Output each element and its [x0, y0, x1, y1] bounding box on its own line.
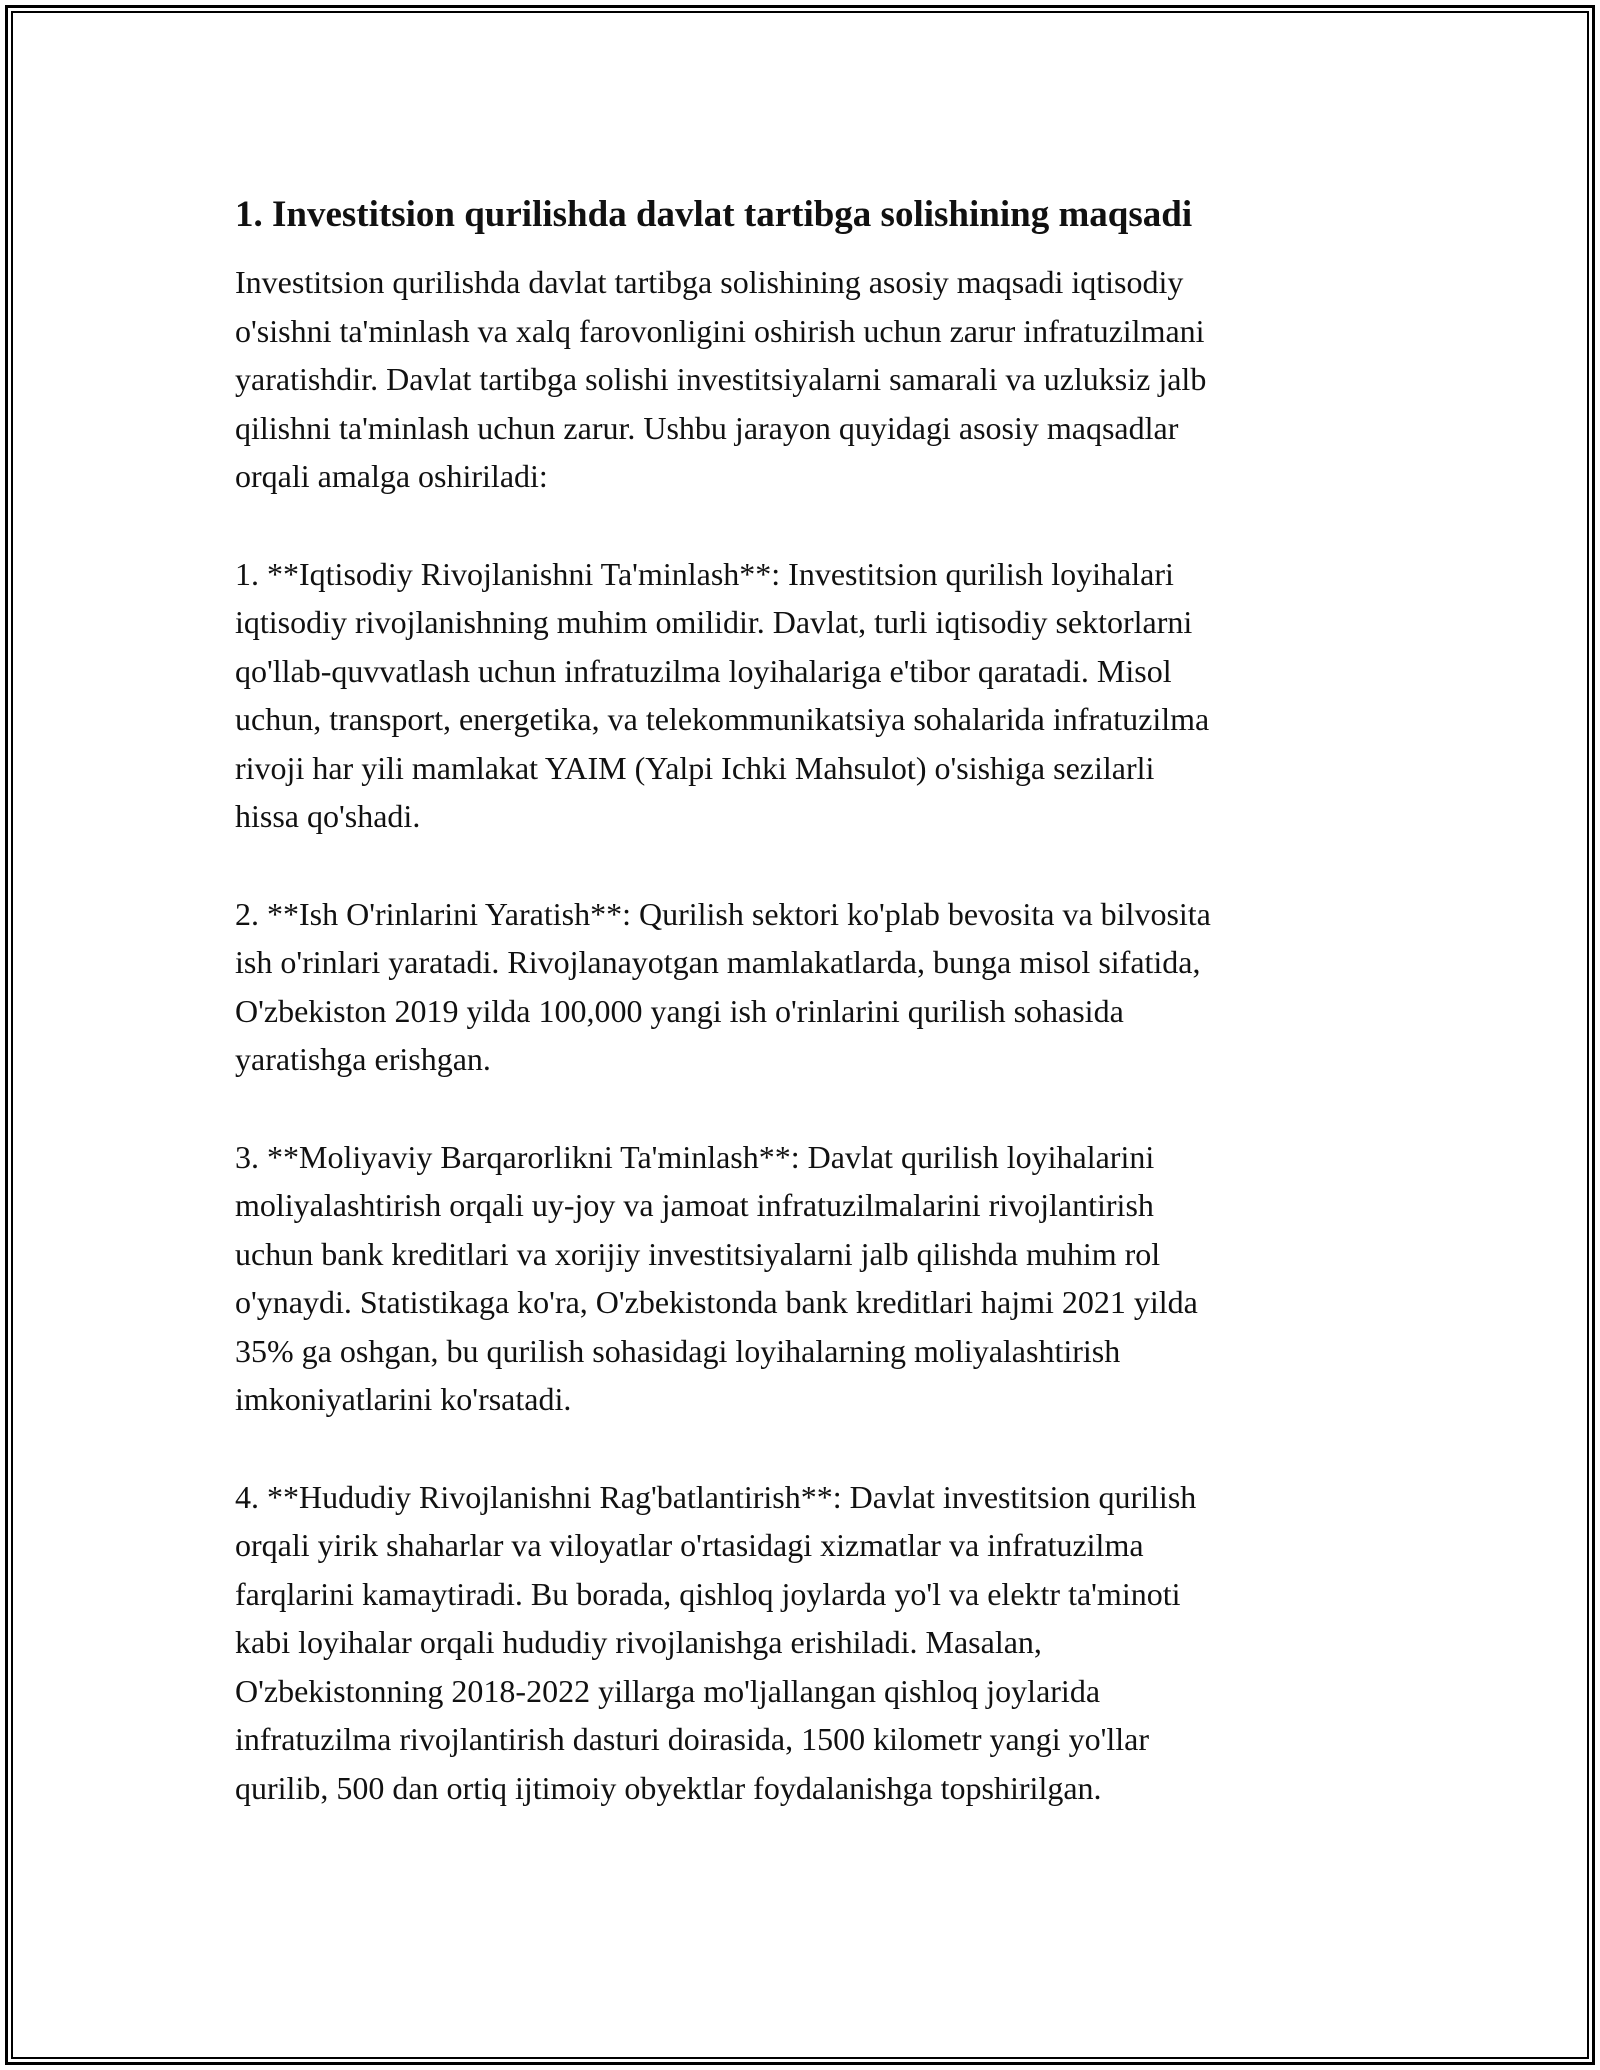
goal-paragraph-financial-stability: 3. **Moliyaviy Barqarorlikni Ta'minlash**: Davlat qurilish loyihalarini moliyalashtirish orqali uy-joy va jamoat infratuzilmalarini rivojlantirish uchun bank kreditlari va xorijiy investitsiyalarni jalb qilishda muhim rol o'ynaydi. Statistikaga ko'ra, O'zbekistonda bank kreditlari hajmi 2021 yilda 35% ga oshgan, bu qurilish sohasidagi loyihalarning moliyalashtirish imkoniyatlarini ko'rsatadi. [235, 1138, 1198, 1417]
intro-paragraph: Investitsion qurilishda davlat tartibga solishining asosiy maqsadi iqtisodiy o'sishni ta'minlash va xalq farovonligini oshirish uchun zarur infratuzilmani yaratishdir. Davlat tartibga solishi investitsiyalarni samarali va uzluksiz jalb qilishni ta'minlash uchun zarur. Ushbu jarayon quyidagi asosiy maqsadlar orqali amalga oshiriladi: [235, 264, 1207, 494]
goal-paragraph-regional-development: 4. **Hududiy Rivojlanishni Rag'batlantirish**: Davlat investitsion qurilish orqali yirik shaharlar va viloyatlar o'rtasidagi xizmatlar va infratuzilma farqlarini kamaytiradi. Bu borada, qishloq joylarda yo'l va elektr ta'minoti kabi loyihalar orqali hududiy rivojlanishga erishiladi. Masalan, O'zbekistonning 2018-2022 yillarga mo'ljallangan qishloq joylarida infratuzilma rivojlantirish dasturi doirasida, 1500 kilometr yangi yo'llar qurilib, 500 dan ortiq ijtimoiy obyektlar foydalanishga topshirilgan. [235, 1478, 1197, 1806]
goal-paragraph-economic-development: 1. **Iqtisodiy Rivojlanishni Ta'minlash**: Investitsion qurilish loyihalari iqtisodiy rivojlanishning muhim omilidir. Davlat, turli iqtisodiy sektorlarni qo'llab-quvvatlash uchun infratuzilma loyihalariga e'tibor qaratadi. Misol uchun, transport, energetika, va telekommunikatsiya sohalarida infratuzilma rivoji har yili mamlakat YAIM (Yalpi Ichki Mahsulot) o'sishiga sezilarli hissa qo'shadi. [235, 555, 1210, 834]
goal-paragraph-job-creation: 2. **Ish O'rinlarini Yaratish**: Qurilish sektori ko'plab bevosita va bilvosita ish o'rinlari yaratadi. Rivojlanayotgan mamlakatlarda, bunga misol sifatida, O'zbekiston 2019 yilda 100,000 yangi ish o'rinlarini qurilish sohasida yaratishga erishgan. [235, 895, 1211, 1077]
document-page [235, 188, 1365, 1861]
section-heading: 1. Investitsion qurilishda davlat tartibga solishining maqsadi [235, 194, 1193, 235]
